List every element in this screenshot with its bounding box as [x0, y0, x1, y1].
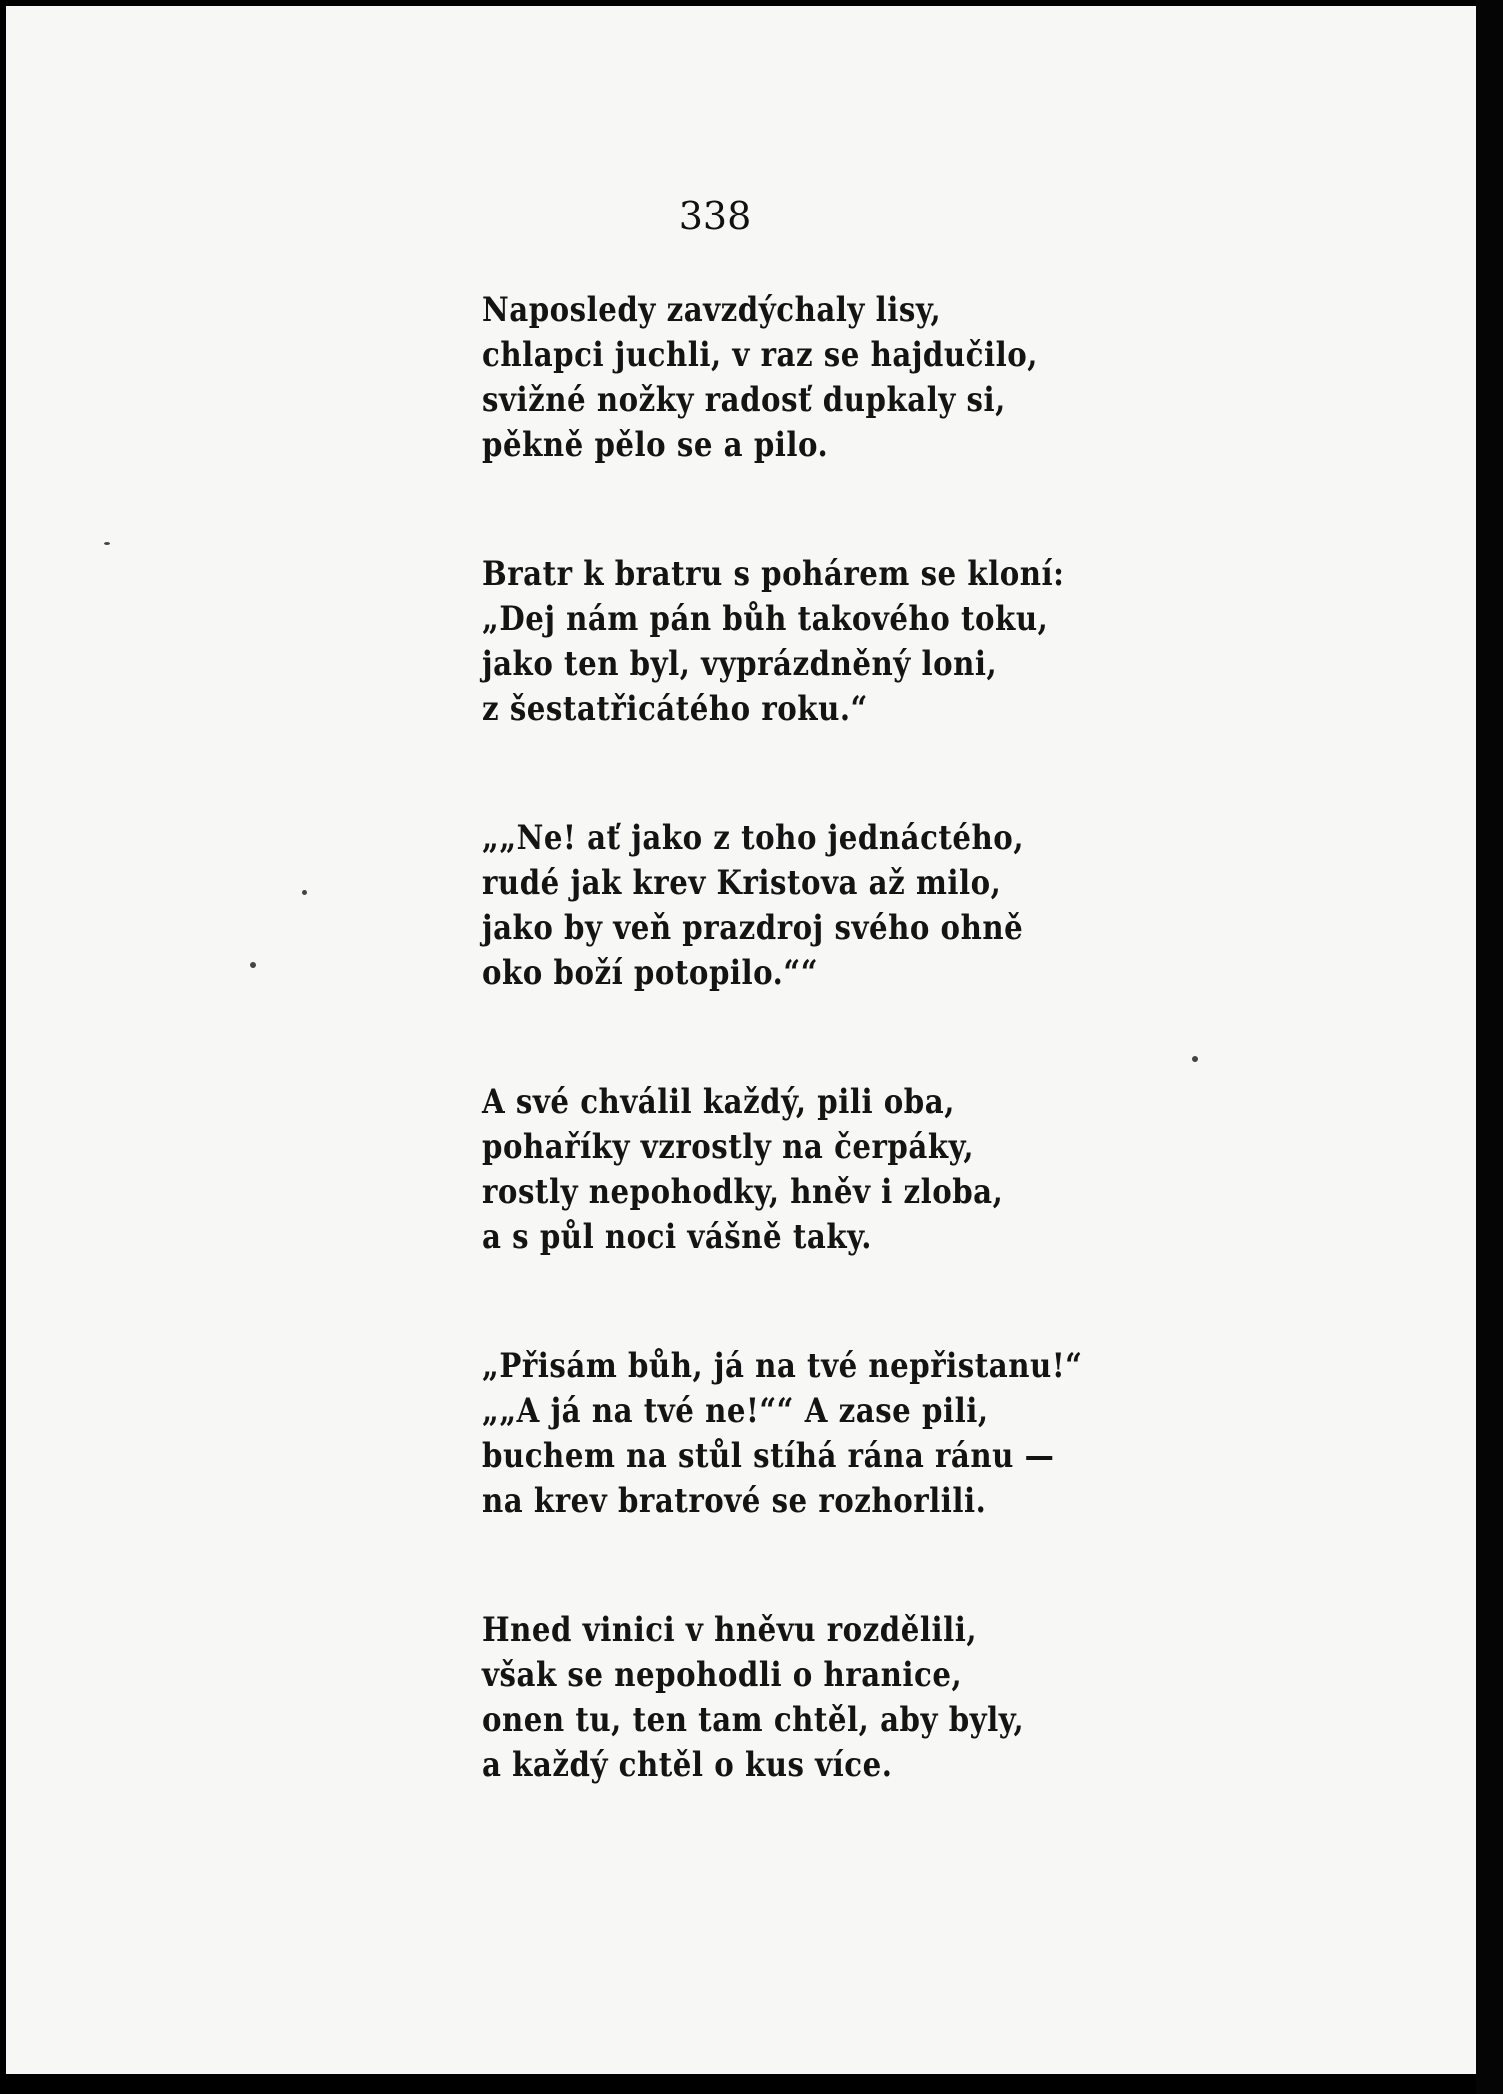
verse-line: onen tu, ten tam chtěl, aby byly, — [482, 1700, 1025, 1740]
scan-speck — [302, 890, 307, 895]
verse-line: Naposledy zavzdýchaly lisy, — [482, 290, 942, 330]
verse-line: „Přisám bůh, já na tvé nepřistanu!“ — [482, 1346, 1083, 1386]
verse-line: jako by veň prazdroj svého ohně — [482, 908, 1024, 948]
scan-border — [1476, 0, 1503, 2094]
verse-line: rudé jak krev Kristova až milo, — [482, 863, 1002, 903]
verse-line: „Dej nám pán bůh takového toku, — [482, 599, 1049, 639]
verse-line: z šestatřicátého roku.“ — [482, 689, 868, 729]
verse-line: a každý chtěl o kus více. — [482, 1745, 893, 1785]
stanza — [482, 1344, 1462, 1524]
scan-speck — [104, 542, 110, 545]
scan-speck — [1192, 1056, 1198, 1062]
verse-line: a s půl noci vášně taky. — [482, 1217, 872, 1257]
verse-line: oko boží potopilo.““ — [482, 953, 819, 993]
stanza — [482, 552, 1462, 732]
stanza — [482, 816, 1462, 996]
verse-line: svižné nožky radosť dupkaly si, — [482, 380, 1006, 420]
verse-line: buchem na stůl stíhá rána ránu — — [482, 1436, 1055, 1476]
verse-line: pohaříky vzrostly na čerpáky, — [482, 1127, 975, 1167]
verse-line: Bratr k bratru s pohárem se kloní: — [482, 554, 1065, 594]
stanza — [482, 1080, 1462, 1260]
verse-line: Hned vinici v hněvu rozdělili, — [482, 1610, 978, 1650]
verse-line: pěkně pělo se a pilo. — [482, 425, 829, 465]
verse-line: „„Ne! ať jako z toho jednáctého, — [482, 818, 1025, 858]
verse-line: na krev bratrové se rozhorlili. — [482, 1481, 987, 1521]
verse-line: rostly nepohodky, hněv i zloba, — [482, 1172, 1004, 1212]
verse-line: však se nepohodli o hranice, — [482, 1655, 963, 1695]
scan-speck — [250, 962, 256, 968]
page-paper — [6, 6, 1476, 2074]
verse-line: jako ten byl, vyprázdněný loni, — [482, 644, 998, 684]
poem — [482, 288, 1462, 1872]
page-number: 338 — [678, 194, 752, 238]
stanza — [482, 1608, 1462, 1788]
stanza — [482, 288, 1462, 468]
verse-line: A své chválil každý, pili oba, — [482, 1082, 955, 1122]
verse-line: chlapci juchli, v raz se hajdučilo, — [482, 335, 1038, 375]
verse-line: „„A já na tvé ne!““ A zase pili, — [482, 1391, 989, 1431]
